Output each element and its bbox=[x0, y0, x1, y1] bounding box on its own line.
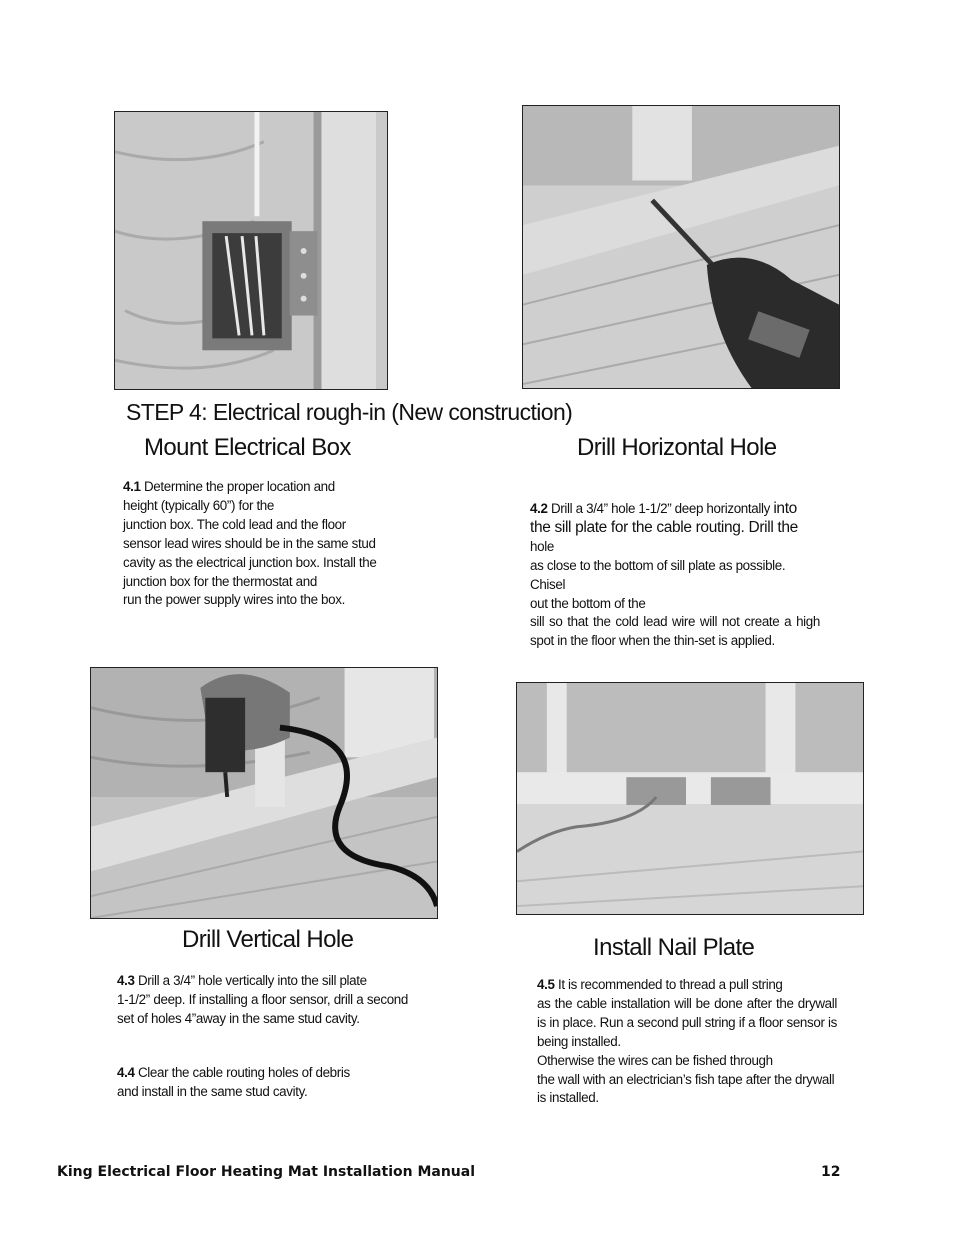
step-4-3-text: 4.3 Drill a 3/4” hole vertically into the sill plate 1-1/2” deep. If installing a floor sensor, drill a second set of holes 4”away in the same stud cavity. bbox=[117, 973, 408, 1026]
photo-nail-plate bbox=[516, 682, 864, 915]
step-4-2-text: 4.2 Drill a 3/4” hole 1-1/2” deep horizontally into the sill plate for the cable routing. Drill the hole as close to the bottom of sill plate as possible. Chisel out the bottom of the sill so that the cold lead wire will not create a high spot in the floor when the thin-set is applied. bbox=[530, 500, 820, 649]
step-title: STEP 4: Electrical rough-in (New construction) bbox=[126, 399, 573, 425]
mount-electrical-box-title: Mount Electrical Box bbox=[144, 434, 351, 461]
step-4-4-text: 4.4 Clear the cable routing holes of debris and install in the same stud cavity. bbox=[117, 1065, 350, 1099]
photo-electrical-box bbox=[114, 111, 388, 390]
drill-horizontal-hole-title: Drill Horizontal Hole bbox=[577, 434, 777, 461]
install-nail-plate-title: Install Nail Plate bbox=[593, 934, 755, 961]
footer-page-number: 12 bbox=[821, 1164, 841, 1180]
step-4-1-text: 4.1 Determine the proper location and height (typically 60”) for the junction box. The cold lead and the floor sensor lead wires should be in the same stud cavity as the electrical junction box. Install the junction box for the thermostat and run the power supply wires into the box. bbox=[123, 479, 377, 608]
footer-manual-title: King Electrical Floor Heating Mat Installation Manual bbox=[57, 1164, 476, 1180]
drill-vertical-hole-title: Drill Vertical Hole bbox=[182, 926, 354, 953]
step-4-5-text: 4.5 It is recommended to thread a pull string as the cable installation will be done after the drywall is in place. Run a second pull string if a floor sensor is being installed. Otherwise the wires can be fished through the wall with an electrician’s fish tape after the drywall is installed. bbox=[537, 977, 837, 1106]
photo-drill-vertical bbox=[90, 667, 438, 919]
step-number: 4.1 bbox=[123, 479, 141, 494]
photo-drill-horizontal bbox=[522, 105, 840, 389]
